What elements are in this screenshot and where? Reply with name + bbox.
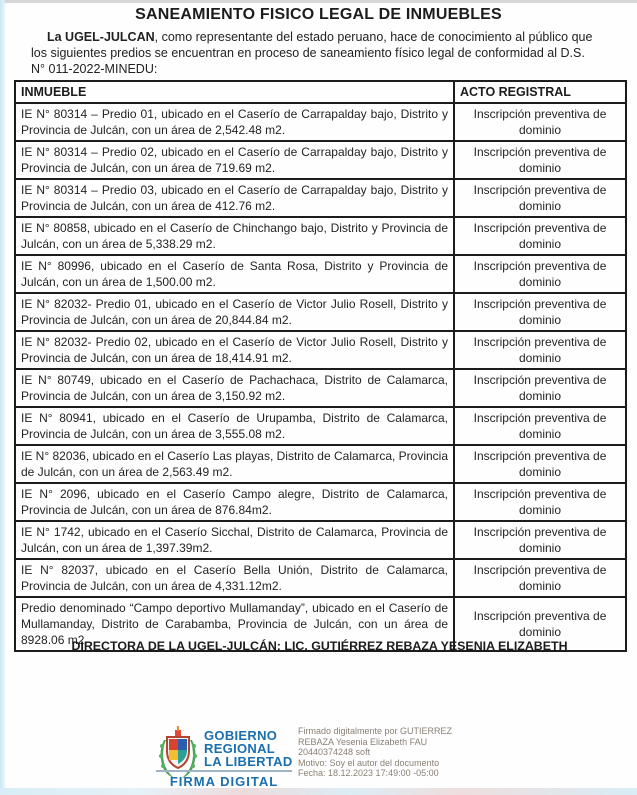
- inmueble-cell: IE N° 82032- Predio 02, ubicado en el Caserío de Victor Julio Rosell, Distrito y Provincia de Julcán, con un área de 18,414.91 m2.: [15, 331, 454, 369]
- table-row: [15, 141, 626, 179]
- signature-divider: [156, 770, 292, 772]
- column-header-acto-registral: ACTO REGISTRAL: [454, 81, 626, 103]
- table-row: [15, 445, 626, 483]
- acto-registral-cell: Inscripción preventiva de dominio: [454, 141, 626, 179]
- acto-registral-cell: Inscripción preventiva de dominio: [454, 179, 626, 217]
- inmueble-cell: IE N° 80858, ubicado en el Caserío de Chinchango bajo, Distrito y Provincia de Julcán, con un área de 5,338.29 m2.: [15, 217, 454, 255]
- table-row: [15, 483, 626, 521]
- table-row: [15, 369, 626, 407]
- acto-registral-cell: Inscripción preventiva de dominio: [454, 597, 626, 651]
- signature-detail-line: 20440374248 soft: [298, 747, 371, 757]
- inmueble-cell: IE N° 80314 – Predio 02, ubicado en el Caserío de Carrapalday bajo, Distrito y Provincia de Julcán, con un área de 719.69 m2.: [15, 141, 454, 179]
- signature-details: [298, 726, 488, 779]
- director-signature-line: DIRECTORA DE LA UGEL-JULCÁN: LIC. GUTIÉRREZ REBAZA YESENIA ELIZABETH: [71, 639, 568, 653]
- inmueble-cell: IE N° 80314 – Predio 03, ubicado en el Caserío de Carrapalday bajo, Distrito y Provincia de Julcán, con un área de 412.76 m2.: [15, 179, 454, 217]
- acto-registral-cell: Inscripción preventiva de dominio: [454, 331, 626, 369]
- table-row: [15, 521, 626, 559]
- table-row: [15, 331, 626, 369]
- acto-registral-cell: Inscripción preventiva de dominio: [454, 103, 626, 141]
- signature-detail-line: Motivo: Soy el autor del documento: [298, 757, 440, 768]
- acto-registral-cell: Inscripción preventiva de dominio: [454, 293, 626, 331]
- acto-registral-cell: Inscripción preventiva de dominio: [454, 407, 626, 445]
- table-header-row: [15, 81, 626, 103]
- table-row: [15, 255, 626, 293]
- table-row: [15, 103, 626, 141]
- acto-registral-cell: Inscripción preventiva de dominio: [454, 521, 626, 559]
- column-header-inmueble: INMUEBLE: [15, 81, 454, 103]
- inmueble-cell: IE N° 80314 – Predio 01, ubicado en el Caserío de Carrapalday bajo, Distrito y Provincia de Julcán, con un área de 2,542.48 m2.: [15, 103, 454, 141]
- org-line-3: LA LIBERTAD: [204, 754, 293, 769]
- table-row: [15, 407, 626, 445]
- inmueble-cell: IE N° 80749, ubicado en el Caserío de Pachachaca, Distrito de Calamarca, Provincia de Julcán, con un área de 3,150.92 m2.: [15, 369, 454, 407]
- inmueble-cell: IE N° 82037, ubicado en el Caserío Bella Unión, Distrito de Calamarca, Provincia de Julcán, con un área de 4,331.12m2.: [15, 559, 454, 597]
- inmueble-cell: IE N° 82036, ubicado en el Caserío Las playas, Distrito de Calamarca, Provincia de Julcán, con un área de 2,563.49 m2.: [15, 445, 454, 483]
- table-row: [15, 293, 626, 331]
- inmueble-cell: IE N° 80996, ubicado en el Caserío de Santa Rosa, Distrito y Provincia de Julcán, con un área de 1,500.00 m2.: [15, 255, 454, 293]
- firma-digital-label: FIRMA DIGITAL: [169, 774, 279, 789]
- intro-rest: , como representante del estado peruano, hace de conocimiento al público que los siguientes predios se encuentran en proceso de saneamiento físico legal de conformidad al D.S. N° 011-2022-MINEDU:: [31, 30, 593, 76]
- org-line-1: GOBIERNO: [204, 728, 278, 743]
- intro-lead: La UGEL-JULCAN: [47, 30, 155, 44]
- signature-detail-line: REBAZA Yesenia Elizabeth FAU: [298, 736, 428, 747]
- table-row: [15, 559, 626, 597]
- digital-signature-block: [150, 720, 490, 790]
- acto-registral-cell: Inscripción preventiva de dominio: [454, 483, 626, 521]
- inmueble-cell: IE N° 2096, ubicado en el Caserío Campo alegre, Distrito de Calamarca, Provincia de Julcán, con un área de 876.84m2.: [15, 483, 454, 521]
- page-title: SANEAMIENTO FISICO LEGAL DE INMUEBLES: [135, 6, 502, 23]
- acto-registral-cell: Inscripción preventiva de dominio: [454, 217, 626, 255]
- acto-registral-cell: Inscripción preventiva de dominio: [454, 369, 626, 407]
- inmueble-cell: IE N° 1742, ubicado en el Caserío Sicchal, Distrito de Calamarca, Provincia de Julcán, con un área de 1,397.39m2.: [15, 521, 454, 559]
- acto-registral-cell: Inscripción preventiva de dominio: [454, 255, 626, 293]
- inmueble-cell: Predio denominado “Campo deportivo Mullamanday”, ubicado en el Caserío de Mullamanday, Distrito de Carabamba, Provincia de Julcán, con un área de 8928.06 m2.: [15, 597, 454, 651]
- inmueble-cell: IE N° 80941, ubicado en el Caserío de Urupamba, Distrito de Calamarca, Provincia de Julcán, con un área de 3,555.08 m2.: [15, 407, 454, 445]
- intro-paragraph: [31, 29, 597, 77]
- properties-table: [14, 80, 627, 652]
- org-name-lines: [204, 729, 293, 768]
- org-line-2: REGIONAL: [204, 741, 276, 756]
- signature-detail-line: Firmado digitalmente por GUTIERREZ: [298, 726, 453, 736]
- acto-registral-cell: Inscripción preventiva de dominio: [454, 445, 626, 483]
- signature-detail-line: Fecha: 18.12.2023 17:49:00 -05:00: [298, 768, 439, 778]
- scan-edge-top: [0, 0, 637, 3]
- table-row: [15, 179, 626, 217]
- table-row: [15, 217, 626, 255]
- acto-registral-cell: Inscripción preventiva de dominio: [454, 559, 626, 597]
- inmueble-cell: IE N° 82032- Predio 01, ubicado en el Caserío de Victor Julio Rosell, Distrito y Provincia de Julcán, con un área de 20,844.84 m2.: [15, 293, 454, 331]
- scan-edge-left: [0, 0, 6, 795]
